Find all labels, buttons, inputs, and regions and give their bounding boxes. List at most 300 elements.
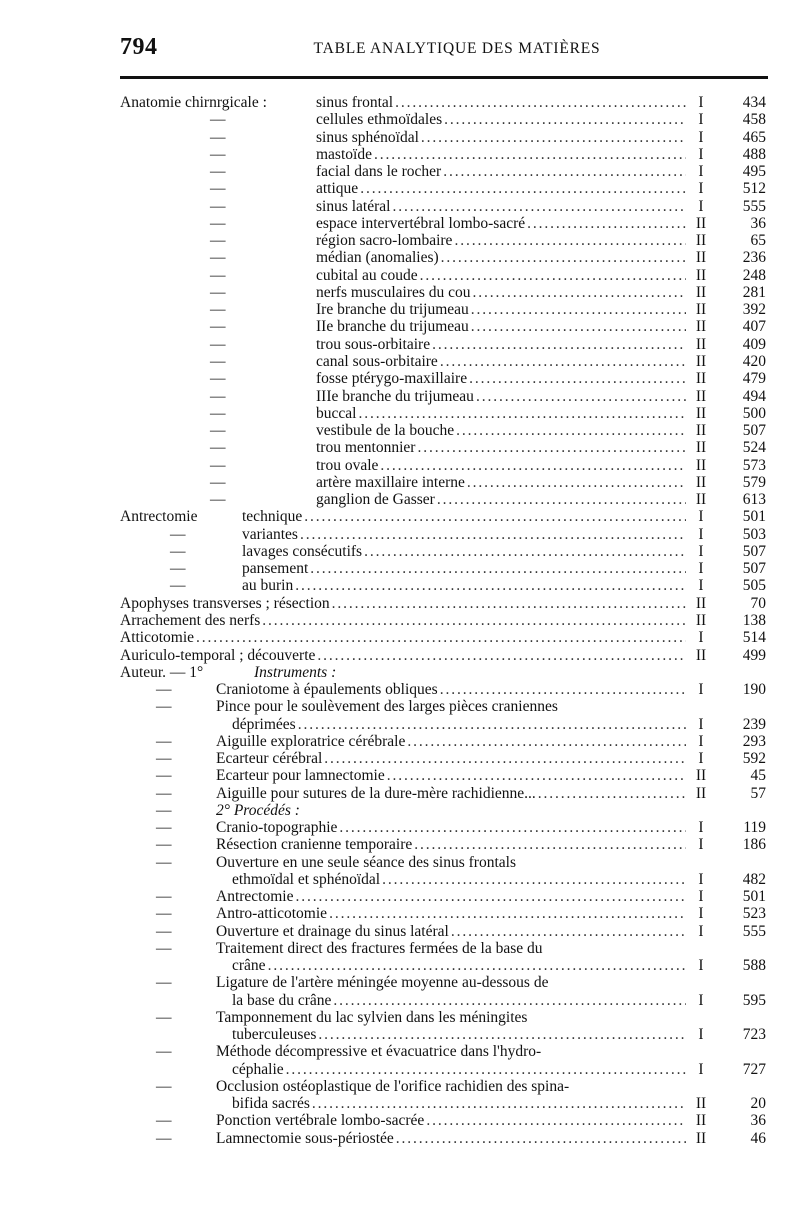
page-reference: 592: [742, 750, 766, 768]
entry-label-text: lavages consécutifs: [242, 542, 363, 560]
entry-label: [216, 1130, 686, 1147]
page-reference: 501: [742, 888, 766, 906]
entry-label-line1: Pince pour le soulèvement des larges pièces craniennes: [216, 698, 558, 716]
index-entry: [0, 215, 800, 232]
index-entry: [0, 353, 800, 370]
index-entry: [0, 733, 800, 750]
entry-heading: [120, 94, 267, 111]
dot-leader: [474, 388, 686, 405]
volume-number: II: [695, 473, 707, 491]
entry-label: [216, 836, 686, 853]
entry-label: [316, 163, 686, 180]
index-entry: [0, 111, 800, 128]
entry-label-line2: [216, 957, 686, 974]
page-reference: 46: [750, 1129, 766, 1147]
dot-leader: [308, 560, 686, 577]
volume-number: II: [695, 283, 707, 301]
dot-leader: [536, 785, 686, 802]
entry-label-line2: [216, 871, 686, 888]
dot-leader: [322, 750, 686, 767]
volume-number: II: [695, 404, 707, 422]
ditto-dash: —: [210, 283, 226, 301]
page-reference: 20: [750, 1095, 766, 1113]
entry-label-text: trou ovale: [316, 456, 379, 474]
volume-number: I: [698, 197, 704, 215]
dot-leader: [293, 577, 686, 594]
entry-label-line1: Traitement direct des fractures fermées de la base du: [216, 939, 543, 957]
dot-leader: [331, 992, 686, 1009]
entry-label-text: facial dans le rocher: [316, 163, 442, 181]
volume-number: II: [695, 456, 707, 474]
dot-leader: [302, 508, 686, 525]
entry-label: [316, 370, 686, 387]
entry-label: [216, 698, 686, 733]
entry-label-text: cubital au coude: [316, 266, 418, 284]
dot-leader: [452, 232, 686, 249]
dot-leader: [315, 647, 686, 664]
dot-leader: [415, 439, 686, 456]
ditto-dash: —: [170, 560, 186, 578]
page-reference: 503: [742, 525, 766, 543]
ditto-dash: —: [156, 1043, 172, 1061]
entry-label-line1: Ligature de l'artère méningée moyenne au-dessous de: [216, 974, 549, 992]
entry-label: [216, 785, 686, 802]
index-entry: [0, 750, 800, 767]
page-header: [120, 34, 764, 60]
page-reference: 727: [742, 1060, 766, 1078]
index-entry: [0, 802, 800, 819]
volume-number: II: [695, 491, 707, 509]
ditto-dash: —: [156, 1129, 172, 1147]
ditto-dash: —: [170, 577, 186, 595]
entry-label-text: Aiguille pour sutures de la dure-mère rachidienne...: [216, 784, 536, 802]
dot-leader: [435, 491, 686, 508]
entry-label-line2: [216, 716, 686, 733]
entry-label-text: Antro-atticotomie: [216, 905, 328, 923]
dot-leader: [362, 543, 686, 560]
ditto-dash: —: [210, 491, 226, 509]
index-entry: [0, 595, 800, 612]
ditto-dash: —: [170, 525, 186, 543]
index-entry: [0, 284, 800, 301]
ditto-dash: —: [210, 456, 226, 474]
dot-leader: [438, 681, 686, 698]
index-entry: [0, 267, 800, 284]
volume-number: I: [698, 111, 704, 129]
entry-label: [216, 802, 686, 819]
page-reference: 36: [750, 214, 766, 232]
entry-label-text: sinus sphénoïdal: [316, 128, 419, 146]
page-reference: 186: [742, 836, 766, 854]
entry-heading: [120, 664, 203, 681]
entry-label-text: céphalie: [232, 1060, 284, 1078]
dot-leader: [469, 318, 686, 335]
entry-label-text: Ecarteur cérébral: [216, 750, 323, 768]
dot-leader: [330, 595, 686, 612]
index-entry: [0, 388, 800, 405]
dot-leader: [454, 422, 686, 439]
dot-leader: [412, 836, 686, 853]
entry-label: [316, 94, 686, 111]
page-reference: 488: [742, 145, 766, 163]
dot-leader: [266, 957, 686, 974]
entry-label: [216, 681, 686, 698]
dot-leader: [471, 284, 686, 301]
volume-number: I: [698, 715, 704, 733]
page-reference: 236: [742, 249, 766, 267]
entry-label-text: Antrectomie: [216, 888, 294, 906]
index-entries: [0, 94, 800, 1147]
entry-label-line1: Méthode décompressive et évacuatrice dans l'hydro-: [216, 1043, 542, 1061]
volume-number: I: [698, 145, 704, 163]
volume-number: I: [698, 128, 704, 146]
page-number: 794: [120, 34, 158, 60]
entry-label-line1: Tamponnement du lac sylvien dans les méningites: [216, 1008, 528, 1026]
entry-label: [242, 560, 686, 577]
ditto-dash: —: [156, 1077, 172, 1095]
entry-label: [316, 267, 686, 284]
ditto-dash: —: [210, 163, 226, 181]
entry-label: [216, 767, 686, 784]
index-entry: [0, 560, 800, 577]
ditto-dash: —: [210, 266, 226, 284]
volume-number: II: [695, 1112, 707, 1130]
dot-leader: [378, 457, 686, 474]
dot-leader: [525, 215, 686, 232]
entry-label-text: trou sous-orbitaire: [316, 335, 431, 353]
index-entry: [0, 923, 800, 940]
page-reference: 512: [742, 180, 766, 198]
entry-label-text: pansement: [242, 560, 309, 578]
index-entry: [0, 508, 800, 525]
index-entry: [0, 1043, 800, 1078]
volume-number: I: [698, 870, 704, 888]
volume-number: II: [695, 1095, 707, 1113]
page-reference: 613: [742, 491, 766, 509]
page-reference: 281: [742, 283, 766, 301]
index-entry: [0, 647, 800, 664]
entry-label-text: déprimées: [232, 715, 296, 733]
index-entry: [0, 1112, 800, 1129]
dot-leader: [449, 923, 686, 940]
entry-label: [216, 1112, 686, 1129]
entry-label-text: Craniotome à épaulements obliques: [216, 681, 438, 699]
index-entry: [0, 318, 800, 335]
volume-number: II: [695, 318, 707, 336]
entry-label-text: Résection cranienne temporaire: [216, 836, 413, 854]
page-reference: 501: [742, 508, 766, 526]
ditto-dash: —: [156, 853, 172, 871]
index-entry: [0, 612, 800, 629]
entry-label-text: tuberculeuses: [232, 1026, 317, 1044]
volume-number: I: [698, 888, 704, 906]
index-entry: [0, 681, 800, 698]
ditto-dash: —: [156, 767, 172, 785]
entry-label-text: Ponction vertébrale lombo-sacrée: [216, 1112, 425, 1130]
volume-number: II: [695, 352, 707, 370]
page-reference: 507: [742, 560, 766, 578]
entry-label: [216, 905, 686, 922]
entry-label-text: espace intervertébral lombo-sacré: [316, 214, 526, 232]
entry-heading: [120, 629, 686, 646]
volume-number: I: [698, 1060, 704, 1078]
entry-label: [316, 215, 686, 232]
entry-label: [316, 474, 686, 491]
page-reference: 514: [742, 629, 766, 647]
index-entry: [0, 198, 800, 215]
index-entry: [0, 301, 800, 318]
volume-number: I: [698, 905, 704, 923]
dot-leader: [316, 1026, 686, 1043]
volume-number: II: [695, 767, 707, 785]
entry-label: [316, 232, 686, 249]
entry-label: [242, 526, 686, 543]
ditto-dash: —: [210, 473, 226, 491]
ditto-dash: —: [210, 145, 226, 163]
entry-label-text: sinus frontal: [316, 94, 394, 111]
dot-leader: [430, 336, 686, 353]
volume-number: II: [695, 1129, 707, 1147]
page-reference: 36: [750, 1112, 766, 1130]
volume-number: I: [698, 991, 704, 1009]
page-reference: 573: [742, 456, 766, 474]
ditto-dash: —: [210, 387, 226, 405]
page-reference: 507: [742, 422, 766, 440]
volume-number: II: [695, 301, 707, 319]
index-entry: [0, 336, 800, 353]
dot-leader: [380, 871, 686, 888]
dot-leader: [390, 198, 686, 215]
entry-label: [216, 854, 686, 889]
dot-leader: [298, 526, 686, 543]
entry-heading-text: Anatomie chirnrgicale :: [120, 94, 267, 111]
entry-heading-text: Auteur. — 1°: [120, 663, 204, 681]
entry-label: [242, 508, 686, 525]
index-entry: [0, 439, 800, 456]
dot-leader: [438, 353, 686, 370]
entry-label-text: crâne: [232, 957, 266, 975]
dot-leader: [441, 163, 686, 180]
entry-label-text: ethmoïdal et sphénoïdal: [232, 870, 381, 888]
dot-leader: [327, 905, 686, 922]
volume-number: II: [695, 387, 707, 405]
index-entry: [0, 163, 800, 180]
volume-number: II: [695, 232, 707, 250]
dot-leader: [356, 405, 686, 422]
entry-label-text: Ecarteur pour lamnectomie: [216, 767, 385, 785]
entry-label: [216, 923, 686, 940]
ditto-dash: —: [210, 301, 226, 319]
dot-leader: [194, 629, 686, 646]
volume-number: I: [698, 1026, 704, 1044]
volume-number: I: [698, 542, 704, 560]
dot-leader: [293, 888, 686, 905]
entry-label-text: région sacro-lombaire: [316, 232, 453, 250]
index-entry: [0, 819, 800, 836]
entry-label: [242, 577, 686, 594]
dot-leader: [418, 267, 686, 284]
index-entry: [0, 698, 800, 733]
entry-label-text: bifida sacrés: [232, 1095, 310, 1113]
index-entry: [0, 767, 800, 784]
volume-number: II: [695, 439, 707, 457]
entry-label-text: trou mentonnier: [316, 439, 416, 457]
entry-label: [316, 198, 686, 215]
ditto-dash: —: [210, 128, 226, 146]
entry-label-line2: [216, 1026, 686, 1043]
volume-number: II: [695, 370, 707, 388]
volume-number: I: [698, 560, 704, 578]
entry-label: [316, 284, 686, 301]
index-entry: [0, 180, 800, 197]
dot-leader: [358, 180, 686, 197]
entry-label: [242, 543, 686, 560]
page-reference: 588: [742, 957, 766, 975]
entry-label-text: variantes: [242, 525, 298, 543]
index-entry: [0, 491, 800, 508]
volume-number: II: [695, 611, 707, 629]
entry-label-text: Cranio-topographie: [216, 819, 338, 837]
entry-label: [254, 664, 686, 681]
volume-number: I: [698, 957, 704, 975]
entry-label-line1: Occlusion ostéoplastique de l'orifice rachidien des spina-: [216, 1077, 570, 1095]
ditto-dash: —: [156, 1008, 172, 1026]
index-entry: [0, 974, 800, 1009]
page-reference: 494: [742, 387, 766, 405]
page-reference: 138: [742, 611, 766, 629]
page-reference: 57: [750, 784, 766, 802]
page-reference: 524: [742, 439, 766, 457]
entry-label: [216, 733, 686, 750]
entry-label: [216, 1043, 686, 1078]
entry-label-line2: [216, 1095, 686, 1112]
entry-heading: [120, 508, 197, 525]
entry-heading: [120, 647, 686, 664]
volume-number: I: [698, 629, 704, 647]
entry-label: [316, 318, 686, 335]
ditto-dash: —: [210, 180, 226, 198]
entry-label-text: artère maxillaire interne: [316, 473, 465, 491]
ditto-dash: —: [156, 750, 172, 768]
entry-label: [316, 491, 686, 508]
entry-label: [316, 301, 686, 318]
ditto-dash: —: [210, 335, 226, 353]
entry-label-text: attique: [316, 180, 359, 198]
volume-number: I: [698, 819, 704, 837]
page-reference: 392: [742, 301, 766, 319]
ditto-dash: —: [210, 214, 226, 232]
ditto-dash: —: [156, 681, 172, 699]
header-rule: [120, 76, 768, 79]
ditto-dash: —: [210, 318, 226, 336]
entry-label-text: ganglion de Gasser: [316, 491, 435, 509]
index-entry: [0, 405, 800, 422]
dot-leader: [439, 249, 686, 266]
ditto-dash: —: [210, 197, 226, 215]
dot-leader: [467, 370, 686, 387]
ditto-dash: —: [210, 232, 226, 250]
volume-number: II: [695, 335, 707, 353]
index-entry: [0, 146, 800, 163]
page-reference: 434: [742, 94, 766, 111]
dot-leader: [469, 301, 686, 318]
dot-leader: [260, 612, 686, 629]
ditto-dash: —: [170, 542, 186, 560]
entry-label: [316, 146, 686, 163]
entry-label-text: IIIe branche du trijumeau: [316, 387, 474, 405]
page-reference: 579: [742, 473, 766, 491]
entry-label-text: Aiguille exploratrice cérébrale: [216, 732, 406, 750]
page-reference: 495: [742, 163, 766, 181]
index-entry: [0, 905, 800, 922]
ditto-dash: —: [210, 422, 226, 440]
index-entry: [0, 1078, 800, 1113]
volume-number: I: [698, 750, 704, 768]
entry-label-text: canal sous-orbitaire: [316, 352, 438, 370]
ditto-dash: —: [156, 836, 172, 854]
dot-leader: [393, 94, 686, 111]
entry-heading-text: Apophyses transverses ; résection: [120, 594, 330, 612]
page-reference: 500: [742, 404, 766, 422]
entry-label-text: 2° Procédés :: [216, 801, 300, 819]
page-reference: 190: [742, 681, 766, 699]
ditto-dash: —: [156, 698, 172, 716]
entry-label: [216, 888, 686, 905]
page-reference: 458: [742, 111, 766, 129]
entry-label-text: Ire branche du trijumeau: [316, 301, 469, 319]
page-reference: 407: [742, 318, 766, 336]
page-reference: 555: [742, 922, 766, 940]
ditto-dash: —: [156, 922, 172, 940]
index-entry: [0, 422, 800, 439]
index-entry: [0, 629, 800, 646]
index-entry: [0, 940, 800, 975]
entry-label-text: sinus latéral: [316, 197, 391, 215]
entry-label-text: Instruments :: [254, 663, 337, 681]
ditto-dash: —: [156, 1112, 172, 1130]
entry-heading: [120, 595, 686, 612]
entry-heading: [120, 612, 686, 629]
entry-label-text: fosse ptérygo-maxillaire: [316, 370, 468, 388]
volume-number: II: [695, 214, 707, 232]
dot-leader: [419, 129, 686, 146]
page-reference: 409: [742, 335, 766, 353]
ditto-dash: —: [210, 370, 226, 388]
running-title: TABLE ANALYTIQUE DES MATIÈRES: [313, 40, 601, 57]
page-reference: 239: [742, 715, 766, 733]
ditto-dash: —: [210, 352, 226, 370]
index-entry: [0, 94, 800, 111]
ditto-dash: —: [156, 888, 172, 906]
page-reference: 119: [743, 819, 766, 837]
entry-label-line1: Ouverture en une seule séance des sinus frontals: [216, 853, 516, 871]
volume-number: II: [695, 646, 707, 664]
entry-label-line2: [216, 992, 686, 1009]
volume-number: I: [698, 577, 704, 595]
page-reference: 507: [742, 542, 766, 560]
entry-label: [316, 111, 686, 128]
volume-number: I: [698, 508, 704, 526]
dot-leader: [372, 146, 686, 163]
page-reference: 555: [742, 197, 766, 215]
page-reference: 523: [742, 905, 766, 923]
entry-label: [316, 336, 686, 353]
ditto-dash: —: [156, 732, 172, 750]
ditto-dash: —: [156, 939, 172, 957]
entry-label: [316, 180, 686, 197]
entry-label: [316, 439, 686, 456]
entry-label-text: buccal: [316, 404, 357, 422]
